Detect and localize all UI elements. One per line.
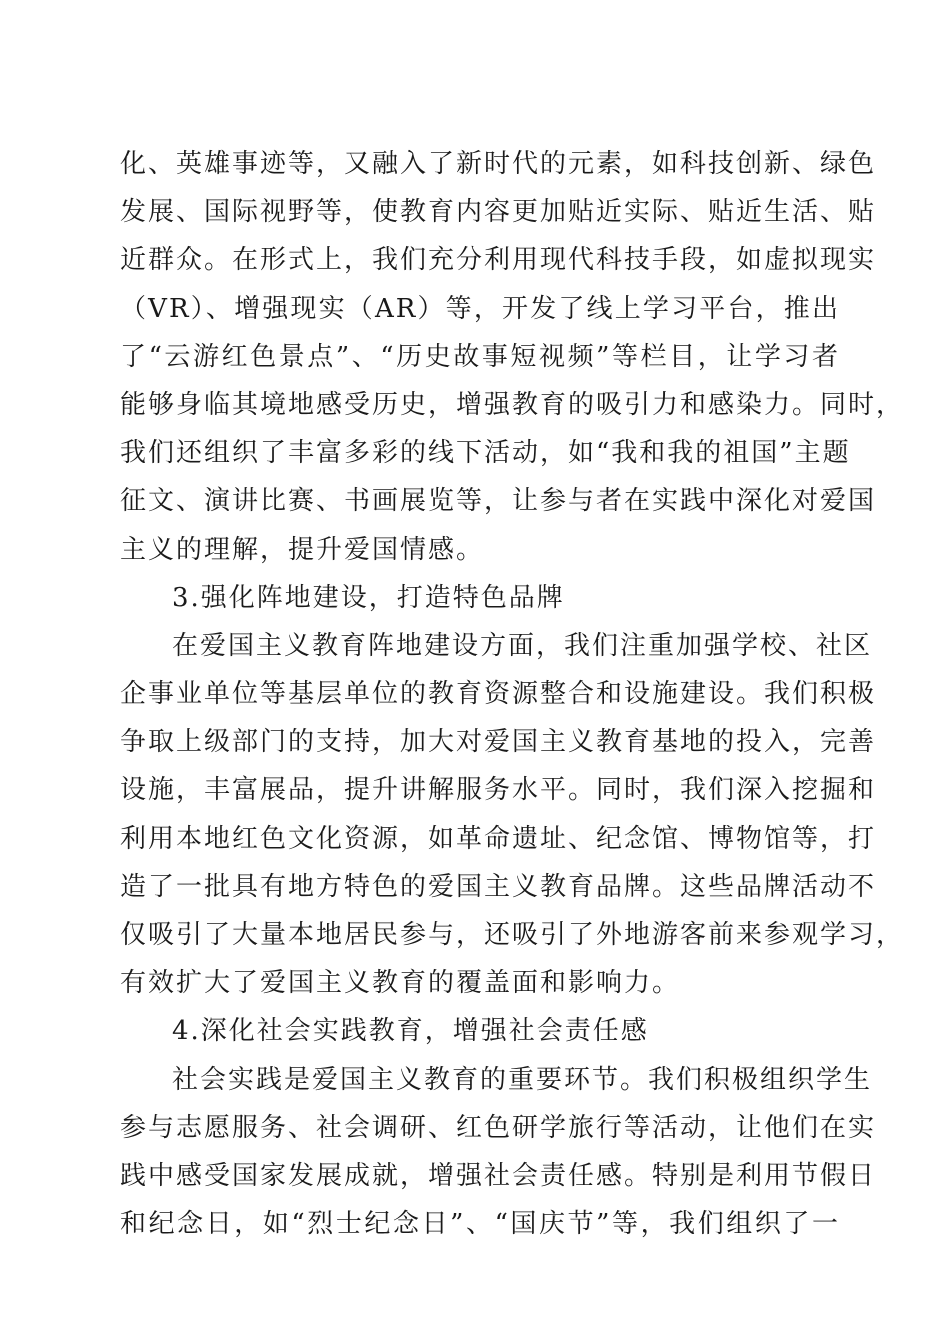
text-line: 践中感受国家发展成就，增强社会责任感。特别是利用节假日 <box>120 1160 877 1191</box>
text-line: （VR）、增强现实（AR）等，开发了线上学习平台，推出 <box>120 293 840 324</box>
text-line: 征文、演讲比赛、书画展览等，让参与者在实践中深化对爱国 <box>120 486 877 517</box>
text-line: 在爱国主义教育阵地建设方面，我们注重加强学校、社区 <box>172 630 873 661</box>
text-line: 化、英雄事迹等，又融入了新时代的元素，如科技创新、绿色 <box>120 149 877 179</box>
text-line: 能够身临其境地感受历史，增强教育的吸引力和感染力。同时， <box>120 389 905 420</box>
text-line: 了“云游红色景点”、“历史故事短视频”等栏目，让学习者 <box>120 341 840 372</box>
heading-line: 3.强化阵地建设，打造特色品牌 <box>172 582 565 613</box>
text-line: 企事业单位等基层单位的教育资源整合和设施建设。我们积极 <box>120 679 877 710</box>
text-line: 参与志愿服务、社会调研、红色研学旅行等活动，让他们在实 <box>120 1112 877 1143</box>
section-heading-4 <box>120 1007 840 1055</box>
paragraph-3 <box>120 622 905 1008</box>
text-line: 仅吸引了大量本地居民参与，还吸引了外地游客前来参观学习， <box>120 920 905 950</box>
document-body <box>120 140 905 1248</box>
section-heading-3 <box>120 574 840 622</box>
paragraph-4 <box>120 1056 877 1249</box>
text-line: 有效扩大了爱国主义教育的覆盖面和影响力。 <box>120 968 681 999</box>
text-line: 发展、国际视野等，使教育内容更加贴近实际、贴近生活、贴 <box>120 197 877 228</box>
heading-line: 4.深化社会实践教育，增强社会责任感 <box>172 1016 649 1047</box>
text-line: 和纪念日，如“烈士纪念日”、“国庆节”等，我们组织了一 <box>120 1209 840 1240</box>
text-line: 造了一批具有地方特色的爱国主义教育品牌。这些品牌活动不 <box>120 871 877 902</box>
text-line: 社会实践是爱国主义教育的重要环节。我们积极组织学生 <box>172 1064 873 1095</box>
text-line: 主义的理解，提升爱国情感。 <box>120 534 485 565</box>
paragraph-continued <box>120 140 905 574</box>
text-line: 设施，丰富展品，提升讲解服务水平。同时，我们深入挖掘和 <box>120 775 877 806</box>
text-line: 争取上级部门的支持，加大对爱国主义教育基地的投入，完善 <box>120 727 877 758</box>
text-line: 近群众。在形式上，我们充分利用现代科技手段，如虚拟现实 <box>120 245 877 276</box>
text-line: 利用本地红色文化资源，如革命遗址、纪念馆、博物馆等，打 <box>120 823 877 854</box>
text-line: 我们还组织了丰富多彩的线下活动，如“我和我的祖国”主题 <box>120 438 851 469</box>
